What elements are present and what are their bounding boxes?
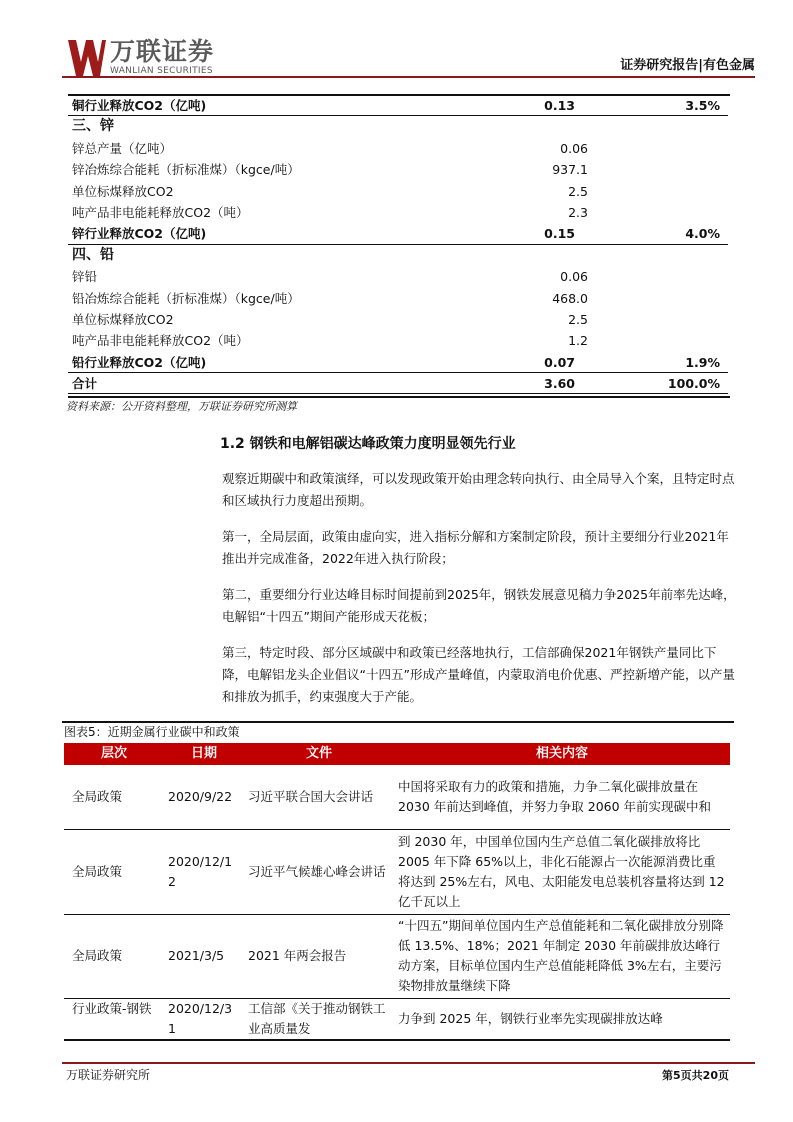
- cell: 全局政策: [64, 914, 164, 998]
- cell: 行业政策-钢铁: [64, 998, 164, 1040]
- table-row: [68, 288, 728, 309]
- cell-value: 2.5: [568, 311, 588, 327]
- cell-label: 锌冶炼综合能耗（折标准煤）（kgce/吨）: [72, 162, 300, 178]
- cell-pct: 4.0%: [685, 226, 720, 242]
- table-row: [68, 352, 728, 373]
- cell-label: 吨产品非电能耗释放CO2（吨）: [72, 204, 249, 220]
- cell-label: 铅行业释放CO2（亿吨): [72, 354, 207, 370]
- footer-divider: [62, 1062, 755, 1064]
- cell: 2020/9/22: [164, 765, 244, 829]
- cell-value: 0.06: [560, 140, 588, 156]
- cell-label: 锌行业释放CO2（亿吨): [72, 226, 207, 242]
- cell-value: 0.13: [544, 98, 575, 113]
- cell: 到 2030 年，中国单位国内生产总值二氧化碳排放将比 2005 年下降 65%以上，非化石能源占一次能源消费比重将达到 25%左右，风电、太阳能发电总装机容量将达到 12 亿千瓦以上: [394, 829, 730, 914]
- cell: 2021/3/5: [164, 914, 244, 998]
- cell: 全局政策: [64, 829, 164, 914]
- cell-label: 锌铅: [72, 269, 98, 285]
- table-row: [64, 829, 730, 914]
- cell-label: 三、锌: [72, 118, 114, 135]
- table-row: [68, 223, 728, 244]
- cell: 2020/12/31: [164, 998, 244, 1040]
- cell-value: 937.1: [552, 162, 588, 178]
- cell-pct: 1.9%: [685, 354, 720, 370]
- cell-label: 铜行业释放CO2（亿吨): [72, 98, 207, 113]
- cell-pct: 3.5%: [685, 98, 720, 113]
- paragraph: 第三，特定时段、部分区域碳中和政策已经落地执行，工信部确保2021年钢铁产量同比下降，电解铝龙头企业倡议“十四五”形成产量峰值，内蒙取消电价优惠、严控新增产能，以产量和排放为抓手，约束强度大于产能。: [222, 645, 735, 704]
- cell: 2021 年两会报告: [244, 914, 394, 998]
- cell-label: 合计: [72, 376, 98, 392]
- table-row: [64, 998, 730, 1040]
- cell-value: 1.2: [568, 333, 588, 349]
- cell-value: 468.0: [552, 290, 588, 306]
- cell-label: 锌总产量（亿吨）: [72, 140, 173, 156]
- figure-top-rule: [62, 721, 734, 723]
- cell-value: 0.06: [560, 269, 588, 285]
- table-row: [64, 914, 730, 998]
- table-row: [68, 138, 728, 159]
- cell: 力争到 2025 年，钢铁行业率先实现碳排放达峰: [394, 998, 730, 1040]
- table-row: [68, 266, 728, 287]
- cell-value: 3.60: [544, 376, 575, 392]
- table-row: [68, 245, 728, 266]
- table-row: [64, 765, 730, 829]
- cell: 习近平联合国大会讲话: [244, 765, 394, 829]
- logo-text: 万联证券: [110, 37, 215, 66]
- logo-w-icon: [68, 40, 106, 76]
- cell-value: 0.07: [544, 354, 575, 370]
- paragraph: 观察近期碳中和政策演绎，可以发现政策开始由理念转向执行、由全局导入个案，且特定时点和区域执行力度超出预期。: [222, 471, 735, 508]
- paragraphs: [222, 468, 737, 722]
- cell: 2020/12/12: [164, 829, 244, 914]
- section-heading: 1.2 钢铁和电解铝碳达峰政策力度明显领先行业: [220, 436, 516, 452]
- cell: 全局政策: [64, 765, 164, 829]
- table-row: [68, 202, 728, 223]
- table-row: [68, 116, 728, 137]
- table-row: [68, 330, 728, 351]
- cell-label: 吨产品非电能耗释放CO2（吨）: [72, 333, 249, 349]
- cell: 习近平气候雄心峰会讲话: [244, 829, 394, 914]
- page-number: 第5页共20页: [662, 1069, 729, 1082]
- cell-label: 单位标煤释放CO2: [72, 311, 174, 327]
- table-bottom-rule: [68, 396, 730, 398]
- table-row: [68, 181, 728, 202]
- table-row: [68, 159, 728, 180]
- figure-caption: 图表5：近期金属行业碳中和政策: [64, 725, 240, 739]
- table-row: [68, 373, 728, 394]
- paragraph: 第一，全局层面，政策由虚向实，进入指标分解和方案制定阶段，预计主要细分行业2021年推出并完成准备，2022年进入执行阶段；: [222, 529, 729, 566]
- cell-label: 铅冶炼综合能耗（折标准煤）（kgce/吨）: [72, 290, 300, 306]
- col-header: 日期: [164, 743, 244, 765]
- logo-subtext: WANLIAN SECURITIES: [110, 66, 213, 76]
- col-header: 层次: [64, 743, 164, 765]
- cell-value: 0.15: [544, 226, 575, 242]
- header-divider: [62, 76, 755, 78]
- cell-label: 四、铅: [72, 246, 114, 263]
- cell: “十四五”期间单位国内生产总值能耗和二氧化碳排放分别降低 13.5%、18%；2021 年制定 2030 年前碳排放达峰行动方案，目标单位国内生产总值能耗降低 3%左右，主要污染物排放量继续下降: [394, 914, 730, 998]
- cell-pct: 100.0%: [667, 376, 720, 392]
- table-row: [68, 95, 728, 116]
- col-header: 文件: [244, 743, 394, 765]
- cell-value: 2.3: [568, 204, 588, 220]
- table-row: [68, 309, 728, 330]
- cell-label: 单位标煤释放CO2: [72, 183, 174, 199]
- cell: 中国将采取有力的政策和措施，力争二氧化碳排放量在 2030 年前达到峰值，并努力争取 2060 年前实现碳中和: [394, 765, 730, 829]
- policy-table: [64, 743, 730, 1041]
- emissions-table: [68, 95, 728, 394]
- footer-org: 万联证券研究所: [66, 1068, 151, 1082]
- col-header: 相关内容: [394, 743, 730, 765]
- report-type: 证券研究报告|有色金属: [620, 58, 755, 73]
- cell-value: 2.5: [568, 183, 588, 199]
- cell: 工信部《关于推动钢铁工业高质量发: [244, 998, 394, 1040]
- source-note: 资料来源：公开资料整理，万联证券研究所测算: [66, 400, 297, 413]
- paragraph: 第二，重要细分行业达峰目标时间提前到2025年，钢铁发展意见稿力争2025年前率先达峰，电解铝“十四五”期间产能形成天花板；: [222, 587, 736, 624]
